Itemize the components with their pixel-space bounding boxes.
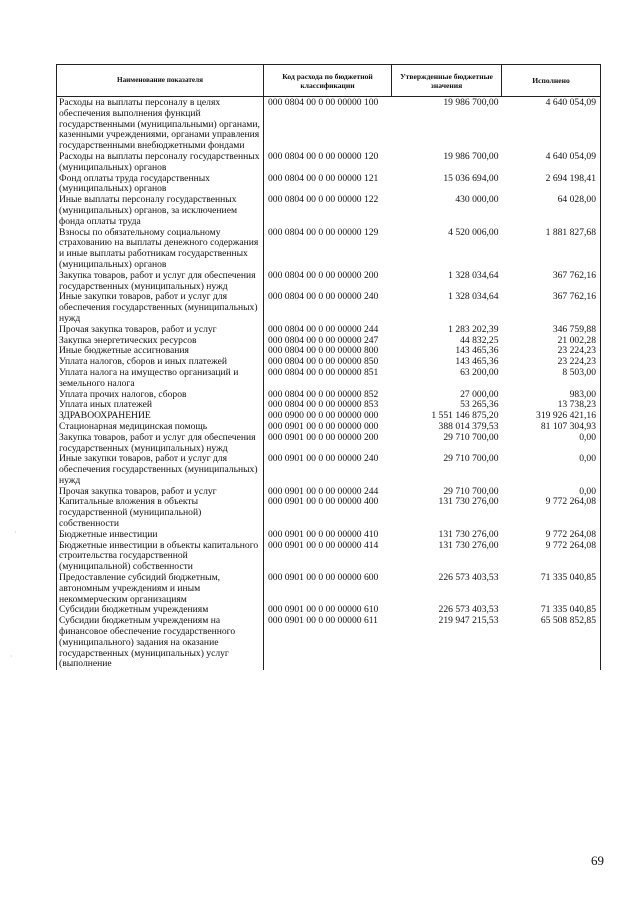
- row-approved-value: 131 730 276,00: [438, 528, 499, 540]
- table-body: [57, 97, 601, 671]
- table-row: [57, 616, 601, 670]
- row-name: Бюджетные инвестиции в объекты капитального строительства государственной (муниципальной) собственности: [57, 541, 264, 573]
- row-name: Расходы на выплаты персоналу в целях обеспечения выполнения функций государственными (муниципальными) органами, казенными учреждениями, органами управления государственными внебюджетными фондами: [57, 97, 264, 152]
- row-name: Расходы на выплаты персоналу государственных (муниципальных) органов: [57, 152, 264, 174]
- table-row: [57, 368, 601, 390]
- row-name: Иные выплаты персоналу государственных (муниципальных) органов, за исключением фонда оплаты труда: [57, 195, 264, 227]
- row-approved-value: 53 265,36: [460, 399, 499, 411]
- row-name: Иные бюджетные ассигнования: [57, 346, 264, 357]
- row-executed-value: 1 881 827,68: [502, 228, 601, 271]
- row-executed-value: 71 335 040,85: [502, 605, 601, 616]
- page-number: 69: [591, 853, 604, 868]
- header-approved: Утвержденные бюджетные значения: [392, 65, 502, 97]
- row-approved-value: 4 520 006,00: [448, 226, 499, 238]
- row-approved-value: 1 283 202,39: [448, 323, 499, 335]
- table-row: [57, 454, 601, 486]
- row-code: 000 0804 00 0 00 00000 240: [268, 291, 379, 303]
- table-row: [57, 541, 601, 573]
- row-executed-value: 9 772 264,08: [502, 541, 601, 573]
- row-executed-value: 983,00: [502, 390, 601, 401]
- table-row: [57, 325, 601, 336]
- table-row: [57, 271, 601, 293]
- row-name: ЗДРАВООХРАНЕНИЕ: [57, 411, 264, 422]
- row-approved-value: 44 832,25: [460, 334, 499, 346]
- row-code: 000 0804 00 0 00 00000 852: [268, 388, 379, 400]
- row-code: 000 0901 00 0 00 00000 414: [268, 539, 379, 551]
- row-executed-value: 65 508 852,85: [502, 616, 601, 670]
- row-name: Закупка энергетических ресурсов: [57, 336, 264, 347]
- row-executed-value: 81 107 304,93: [502, 422, 601, 433]
- row-code: 000 0901 00 0 00 00000 000: [268, 420, 379, 432]
- budget-execution-table: [56, 64, 601, 670]
- row-name: Взносы по обязательному социальному страхованию на выплаты денежного содержания и иные выплаты работникам государственных (муниципальных) органов: [57, 228, 264, 271]
- row-code: 000 0804 00 0 00 00000 121: [268, 172, 379, 184]
- row-code: 000 0901 00 0 00 00000 240: [268, 453, 379, 465]
- row-code: 000 0901 00 0 00 00000 600: [268, 572, 379, 584]
- row-approved-value: 19 986 700,00: [443, 150, 499, 162]
- row-name: Уплата налогов, сборов и иных платежей: [57, 357, 264, 368]
- row-code: 000 0901 00 0 00 00000 400: [268, 496, 379, 508]
- row-name: Фонд оплаты труда государственных (муниципальных) органов: [57, 174, 264, 196]
- row-executed-value: 0,00: [502, 487, 601, 498]
- row-executed-value: 9 772 264,08: [502, 530, 601, 541]
- row-name: Бюджетные инвестиции: [57, 530, 264, 541]
- row-code: 000 0804 00 0 00 00000 850: [268, 356, 379, 368]
- row-name: Субсидии бюджетным учреждениям: [57, 605, 264, 616]
- row-code: 000 0901 00 0 00 00000 610: [268, 604, 379, 616]
- row-name: Прочая закупка товаров, работ и услуг: [57, 487, 264, 498]
- row-executed-value: 23 224,23: [502, 357, 601, 368]
- row-code: 000 0901 00 0 00 00000 410: [268, 528, 379, 540]
- row-executed-value: 2 694 198,41: [502, 174, 601, 196]
- row-approved-value: 1 328 034,64: [448, 269, 499, 281]
- row-executed-value: 367 762,16: [502, 271, 601, 293]
- row-code: 000 0804 00 0 00 00000 851: [268, 366, 379, 378]
- row-approved-value: 226 573 403,53: [438, 572, 499, 584]
- row-name: Уплата иных платежей: [57, 400, 264, 411]
- row-code: 000 0804 00 0 00 00000 122: [268, 194, 379, 206]
- row-approved-value: 29 710 700,00: [443, 431, 499, 443]
- row-code: 000 0804 00 0 00 00000 200: [268, 269, 379, 281]
- row-code: 000 0901 00 0 00 00000 244: [268, 485, 379, 497]
- scan-mark: ·: [10, 652, 13, 661]
- row-approved-value: 143 465,36: [455, 356, 499, 368]
- row-executed-value: 319 926 421,16: [502, 411, 601, 422]
- table-row: [57, 573, 601, 605]
- row-approved-value: 15 036 694,00: [443, 172, 499, 184]
- row-code: 000 0804 00 0 00 00000 120: [268, 150, 379, 162]
- row-approved-value: 388 014 379,53: [438, 420, 499, 432]
- row-code: 000 0804 00 0 00 00000 244: [268, 323, 379, 335]
- table-row: [57, 195, 601, 227]
- row-name: Закупка товаров, работ и услуг для обеспечения государственных (муниципальных) нужд: [57, 433, 264, 455]
- header-executed: Исполнено: [502, 65, 601, 97]
- table-row: [57, 152, 601, 174]
- table-header: [57, 65, 601, 97]
- row-name: Субсидии бюджетным учреждениям на финансовое обеспечение государственного (муниципального) задания на оказание государственных (муниципальных) услуг (выполнение: [57, 616, 264, 670]
- row-executed-value: 64 028,00: [502, 195, 601, 227]
- row-code: 000 0804 00 0 00 00000 100: [268, 97, 379, 108]
- row-executed-value: 0,00: [502, 454, 601, 486]
- table-row: [57, 97, 601, 152]
- header-code: Код расхода по бюджетной классификации: [264, 65, 392, 97]
- row-name: Уплата налога на имущество организаций и земельного налога: [57, 368, 264, 390]
- row-approved-value: 1 551 146 875,20: [431, 410, 499, 422]
- row-approved-value: 430 000,00: [455, 194, 499, 206]
- row-code: 000 0804 00 0 00 00000 247: [268, 334, 379, 346]
- row-code: 000 0900 00 0 00 00000 000: [268, 410, 379, 422]
- row-code: 000 0804 00 0 00 00000 800: [268, 345, 379, 357]
- row-approved-value: 143 465,36: [455, 345, 499, 357]
- row-executed-value: 23 224,23: [502, 346, 601, 357]
- table-row: [57, 174, 601, 196]
- row-executed-value: 346 759,88: [502, 325, 601, 336]
- row-code: 000 0901 00 0 00 00000 611: [268, 615, 378, 627]
- row-code: 000 0804 00 0 00 00000 853: [268, 399, 379, 411]
- table-row: [57, 228, 601, 271]
- row-executed-value: 71 335 040,85: [502, 573, 601, 605]
- row-approved-value: 19 986 700,00: [443, 97, 499, 108]
- table-row: [57, 433, 601, 455]
- row-executed-value: 0,00: [502, 433, 601, 455]
- row-code: 000 0901 00 0 00 00000 200: [268, 431, 379, 443]
- row-executed-value: 21 002,28: [502, 336, 601, 347]
- row-executed-value: 4 640 054,09: [502, 152, 601, 174]
- row-approved-value: 131 730 276,00: [438, 539, 499, 551]
- row-name: Предоставление субсидий бюджетным, автономным учреждениям и иным некоммерческим организациям: [57, 573, 264, 605]
- row-name: Уплата прочих налогов, сборов: [57, 390, 264, 401]
- row-name: Капитальные вложения в объекты государственной (муниципальной) собственности: [57, 497, 264, 529]
- row-approved-value: 131 730 276,00: [438, 496, 499, 508]
- row-approved-value: 219 947 215,53: [438, 615, 499, 627]
- row-code: 000 0804 00 0 00 00000 129: [268, 226, 379, 238]
- row-executed-value: 367 762,16: [502, 292, 601, 324]
- row-approved-value: 29 710 700,00: [443, 453, 499, 465]
- row-approved-value: 1 328 034,64: [448, 291, 499, 303]
- row-approved-value: 226 573 403,53: [438, 604, 499, 616]
- row-executed-value: 4 640 054,09: [502, 97, 601, 152]
- table-row: [57, 497, 601, 529]
- scan-mark: ·: [14, 528, 17, 537]
- row-approved-value: 27 000,00: [460, 388, 499, 400]
- row-name: Иные закупки товаров, работ и услуг для обеспечения государственных (муниципальных) нужд: [57, 454, 264, 486]
- header-name: Наименование показателя: [57, 65, 264, 97]
- row-name: Иные закупки товаров, работ и услуг для обеспечения государственных (муниципальных) нужд: [57, 292, 264, 324]
- row-name: Прочая закупка товаров, работ и услуг: [57, 325, 264, 336]
- row-name: Закупка товаров, работ и услуг для обеспечения государственных (муниципальных) нужд: [57, 271, 264, 293]
- row-name: Стационарная медицинская помощь: [57, 422, 264, 433]
- table-row: [57, 292, 601, 324]
- row-executed-value: 8 503,00: [502, 368, 601, 390]
- row-approved-value: 29 710 700,00: [443, 485, 499, 497]
- row-executed-value: 13 738,23: [502, 400, 601, 411]
- row-executed-value: 9 772 264,08: [502, 497, 601, 529]
- row-approved-value: 63 200,00: [460, 366, 499, 378]
